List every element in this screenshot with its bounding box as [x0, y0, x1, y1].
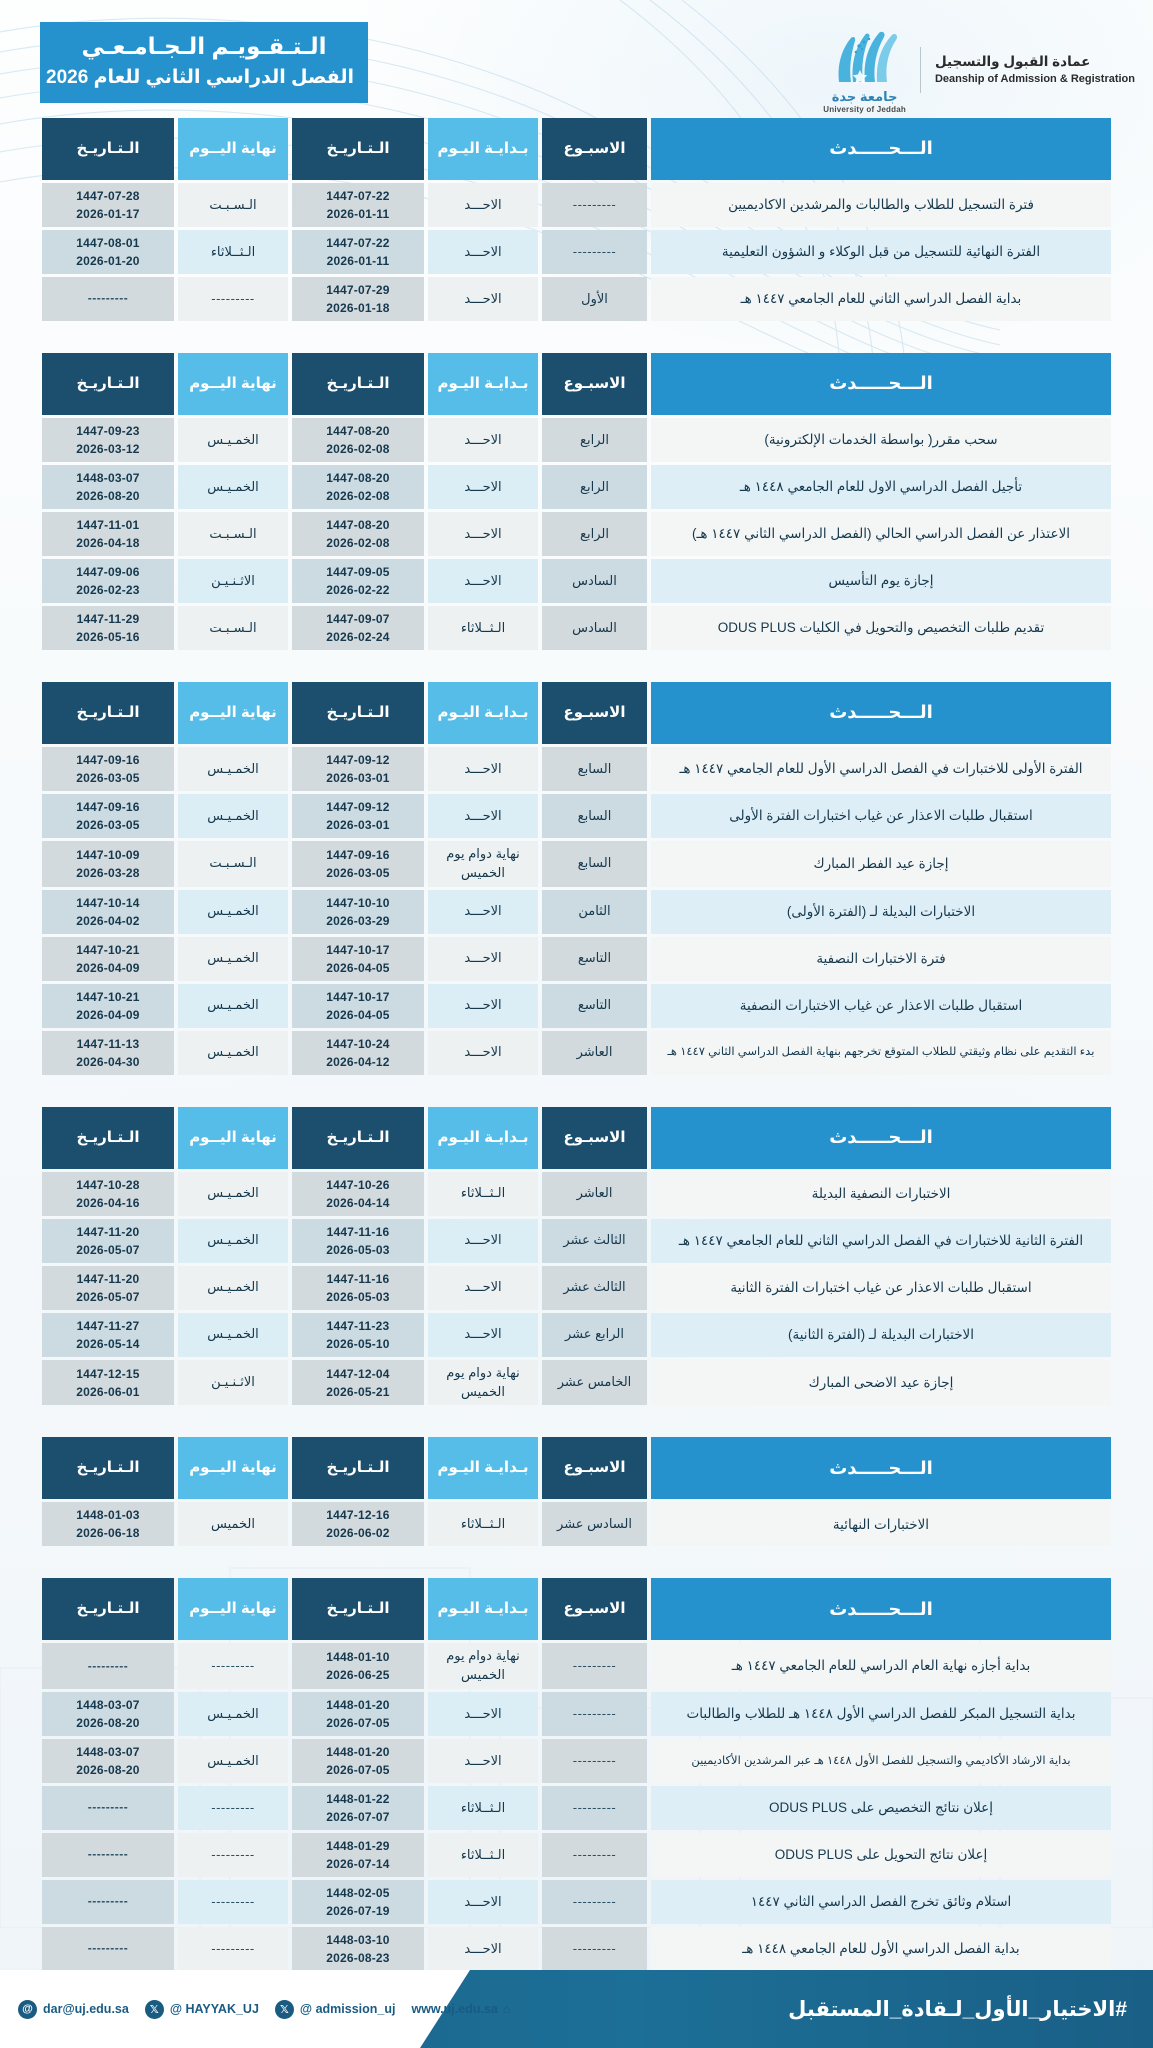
deanship-text	[935, 53, 1135, 86]
cell-event: إجازة عيد الاضحى المبارك	[651, 1360, 1111, 1406]
cell-date-end: 1448-01-03 2026-06-18	[42, 1502, 174, 1546]
cell-date-start: 1448-01-20 2026-07-05	[292, 1692, 424, 1736]
footer-contact-item[interactable]	[145, 2000, 259, 2019]
cell-date-end: 1447-11-20 2026-05-07	[42, 1266, 174, 1310]
cell-date-end: 1448-03-07 2026-08-20	[42, 1739, 174, 1783]
cell-day-start: الـثــلاثاء	[428, 1502, 538, 1546]
cell-date-end: 1447-10-21 2026-04-09	[42, 984, 174, 1028]
cell-date-end: ---------	[42, 1643, 174, 1689]
table-row	[42, 606, 1111, 650]
column-header-week: الاسبـوع	[542, 1578, 647, 1640]
cell-day-end: ---------	[178, 1786, 288, 1830]
globe-icon: ⌂	[502, 2002, 511, 2016]
cell-date-start: 1447-09-12 2026-03-01	[292, 747, 424, 791]
cell-date-end: ---------	[42, 1833, 174, 1877]
table-row	[42, 1927, 1111, 1971]
cell-event: الاختبارات البديلة لـ (الفترة الثانية)	[651, 1313, 1111, 1357]
column-header-day-start: بـدايـة اليـوم	[428, 1437, 538, 1499]
column-header-event: الـــحـــــدث	[651, 1578, 1111, 1640]
cell-date-end: 1447-08-01 2026-01-20	[42, 230, 174, 274]
table-row	[42, 841, 1111, 887]
cell-date-start: 1447-09-16 2026-03-05	[292, 841, 424, 887]
page-title: الـتـقـويـم الـجـامـعـي	[81, 33, 327, 59]
table-header-row	[42, 118, 1111, 180]
university-name-ar: جامعة جدة	[831, 89, 898, 104]
table-row	[42, 937, 1111, 981]
cell-date-start: 1447-11-23 2026-05-10	[292, 1313, 424, 1357]
column-header-week: الاسبـوع	[542, 1437, 647, 1499]
cell-event: الاختبارات النهائية	[651, 1502, 1111, 1546]
table-header-row	[42, 1107, 1111, 1169]
cell-day-end: الخمـيـس	[178, 1692, 288, 1736]
table-row	[42, 890, 1111, 934]
column-header-event: الـــحـــــدث	[651, 118, 1111, 180]
table-row	[42, 512, 1111, 556]
cell-day-start: الاحـــد	[428, 183, 538, 227]
cell-event: إجازة عيد الفطر المبارك	[651, 841, 1111, 887]
cell-week: ---------	[542, 1833, 647, 1877]
cell-day-start: الاحـــد	[428, 1880, 538, 1924]
column-header-date-end: الـتـاريـخ	[42, 118, 174, 180]
cell-event: الاختبارات البديلة لـ (الفترة الأولى)	[651, 890, 1111, 934]
cell-week: السادس عشر	[542, 1502, 647, 1546]
cell-week: ---------	[542, 1692, 647, 1736]
page-subtitle: الفصل الدراسي الثاني للعام 2026	[46, 66, 354, 88]
cell-event: بدء التقديم على نظام وثيقتي للطلاب المتوقع تخرجهم بنهاية الفصل الدراسي الثاني ١٤٤٧ هـ	[651, 1031, 1111, 1075]
cell-week: الرابع عشر	[542, 1313, 647, 1357]
cell-event: سحب مقرر( بواسطة الخدمات الإلكترونية)	[651, 418, 1111, 462]
table-row	[42, 465, 1111, 509]
cell-day-end: الخمـيـس	[178, 937, 288, 981]
cell-day-start: نهاية دوام يوم الخميس	[428, 1643, 538, 1689]
cell-day-start: الاحـــد	[428, 418, 538, 462]
cell-day-start: الاحـــد	[428, 512, 538, 556]
cell-date-end: 1447-10-14 2026-04-02	[42, 890, 174, 934]
cell-date-start: 1447-11-16 2026-05-03	[292, 1219, 424, 1263]
footer-hashtag: #الاختيار_الأول_لـقادة_المستقبل	[788, 1997, 1127, 2021]
calendar-table	[38, 350, 1115, 653]
table-header-row	[42, 1437, 1111, 1499]
university-logo	[823, 26, 906, 114]
cell-date-start: 1447-07-29 2026-01-18	[292, 277, 424, 321]
email-icon: @	[18, 2000, 37, 2019]
cell-day-start: الـثــلاثاء	[428, 606, 538, 650]
cell-event: استقبال طلبات الاعذار عن غياب اختبارات الفترة الثانية	[651, 1266, 1111, 1310]
column-header-date-start: الـتـاريـخ	[292, 1437, 424, 1499]
table-row	[42, 794, 1111, 838]
cell-date-start: 1447-09-07 2026-02-24	[292, 606, 424, 650]
cell-event: إجازة يوم التأسيس	[651, 559, 1111, 603]
cell-date-end: 1447-07-28 2026-01-17	[42, 183, 174, 227]
cell-date-end: 1447-09-23 2026-03-12	[42, 418, 174, 462]
column-header-day-start: بـدايـة اليـوم	[428, 1107, 538, 1169]
column-header-day-start: بـدايـة اليـوم	[428, 118, 538, 180]
brand-block	[0, 26, 1135, 114]
cell-day-end: الخمـيـس	[178, 794, 288, 838]
cell-date-end: ---------	[42, 1880, 174, 1924]
cell-date-end: ---------	[42, 1786, 174, 1830]
cell-date-start: 1448-02-05 2026-07-19	[292, 1880, 424, 1924]
page-footer	[0, 1970, 1153, 2048]
cell-date-start: 1447-12-16 2026-06-02	[292, 1502, 424, 1546]
cell-day-end: ---------	[178, 1643, 288, 1689]
table-row	[42, 559, 1111, 603]
table-row	[42, 1219, 1111, 1263]
cell-date-start: 1447-10-10 2026-03-29	[292, 890, 424, 934]
cell-event: فترة الاختبارات النصفية	[651, 937, 1111, 981]
cell-date-end: 1447-10-21 2026-04-09	[42, 937, 174, 981]
cell-week: الرابع	[542, 418, 647, 462]
cell-day-end: الخمـيـس	[178, 984, 288, 1028]
column-header-week: الاسبـوع	[542, 118, 647, 180]
table-row	[42, 1692, 1111, 1736]
cell-day-end: ---------	[178, 277, 288, 321]
cell-week: الرابع	[542, 465, 647, 509]
cell-date-start: 1448-01-20 2026-07-05	[292, 1739, 424, 1783]
table-row	[42, 418, 1111, 462]
cell-week: التاسع	[542, 984, 647, 1028]
column-header-week: الاسبـوع	[542, 353, 647, 415]
cell-date-start: 1447-12-04 2026-05-21	[292, 1360, 424, 1406]
cell-week: السابع	[542, 841, 647, 887]
cell-event: الاختبارات النصفية البديلة	[651, 1172, 1111, 1216]
cell-date-start: 1448-01-10 2026-06-25	[292, 1643, 424, 1689]
cell-event: بداية أجازه نهاية العام الدراسي للعام الجامعي ١٤٤٧ هـ	[651, 1643, 1111, 1689]
cell-event: تقديم طلبات التخصيص والتحويل في الكليات ODUS PLUS	[651, 606, 1111, 650]
cell-day-start: الاحـــد	[428, 230, 538, 274]
cell-date-end: 1447-09-16 2026-03-05	[42, 794, 174, 838]
cell-day-start: الاحـــد	[428, 1266, 538, 1310]
footer-website-label: www.uj.edu.sa	[411, 2002, 498, 2016]
cell-day-start: الاحـــد	[428, 890, 538, 934]
cell-date-end: 1447-11-20 2026-05-07	[42, 1219, 174, 1263]
cell-day-start: نهاية دوام يوم الخميس	[428, 1360, 538, 1406]
cell-day-end: الخمـيـس	[178, 1313, 288, 1357]
cell-day-end: الخمـيـس	[178, 1266, 288, 1310]
cell-day-start: الاحـــد	[428, 277, 538, 321]
cell-day-end: الخمـيـس	[178, 418, 288, 462]
column-header-event: الـــحـــــدث	[651, 1437, 1111, 1499]
table-row	[42, 1786, 1111, 1830]
column-header-date-start: الـتـاريـخ	[292, 353, 424, 415]
cell-date-start: 1447-10-17 2026-04-05	[292, 937, 424, 981]
cell-date-start: 1447-11-16 2026-05-03	[292, 1266, 424, 1310]
cell-date-end: 1447-11-01 2026-04-18	[42, 512, 174, 556]
cell-day-start: الـثــلاثاء	[428, 1833, 538, 1877]
cell-day-start: الـثــلاثاء	[428, 1172, 538, 1216]
cell-day-end: الاثـنـيـن	[178, 559, 288, 603]
cell-date-end: 1447-09-16 2026-03-05	[42, 747, 174, 791]
cell-date-start: 1448-03-10 2026-08-23	[292, 1927, 424, 1971]
cell-day-start: الاحـــد	[428, 747, 538, 791]
cell-event: استقبال طلبات الاعذار عن غياب اختبارات الفترة الأولى	[651, 794, 1111, 838]
cell-week: ---------	[542, 1786, 647, 1830]
cell-day-end: الخمـيـس	[178, 1031, 288, 1075]
cell-day-start: الاحـــد	[428, 937, 538, 981]
cell-week: السادس	[542, 606, 647, 650]
cell-event: بداية الفصل الدراسي الثاني للعام الجامعي ١٤٤٧ هـ	[651, 277, 1111, 321]
cell-week: الرابع	[542, 512, 647, 556]
calendar-table	[38, 115, 1115, 324]
cell-date-start: 1447-07-22 2026-01-11	[292, 230, 424, 274]
table-row	[42, 984, 1111, 1028]
table-header-row	[42, 1578, 1111, 1640]
table-header-row	[42, 682, 1111, 744]
cell-date-start: 1448-01-22 2026-07-07	[292, 1786, 424, 1830]
cell-week: السابع	[542, 747, 647, 791]
footer-contact-item[interactable]	[275, 2000, 396, 2019]
table-row	[42, 1502, 1111, 1546]
table-row	[42, 1739, 1111, 1783]
calendar-table	[38, 1104, 1115, 1409]
cell-day-end: الـسـبـت	[178, 606, 288, 650]
university-name-en: University of Jeddah	[823, 105, 906, 114]
cell-event: الفترة النهائية للتسجيل من قبل الوكلاء و الشؤون التعليمية	[651, 230, 1111, 274]
column-header-date-end: الـتـاريـخ	[42, 682, 174, 744]
column-header-week: الاسبـوع	[542, 1107, 647, 1169]
column-header-week: الاسبـوع	[542, 682, 647, 744]
cell-week: التاسع	[542, 937, 647, 981]
column-header-day-start: بـدايـة اليـوم	[428, 682, 538, 744]
cell-date-end: ---------	[42, 277, 174, 321]
cell-week: الأول	[542, 277, 647, 321]
cell-week: ---------	[542, 1880, 647, 1924]
cell-event: بداية الارشاد الأكاديمي والتسجيل للفصل الأول ١٤٤٨ هـ عبر المرشدين الأكاديميين	[651, 1739, 1111, 1783]
footer-contact-label: @ HAYYAK_UJ	[169, 2002, 259, 2016]
cell-day-start: نهاية دوام يوم الخميس	[428, 841, 538, 887]
cell-event: استقبال طلبات الاعذار عن غياب الاختبارات النصفية	[651, 984, 1111, 1028]
cell-day-end: الخمـيـس	[178, 1739, 288, 1783]
cell-week: ---------	[542, 183, 647, 227]
column-header-date-end: الـتـاريـخ	[42, 1437, 174, 1499]
cell-day-start: الاحـــد	[428, 559, 538, 603]
cell-date-start: 1447-08-20 2026-02-08	[292, 465, 424, 509]
calendar-table	[38, 679, 1115, 1078]
cell-date-start: 1447-07-22 2026-01-11	[292, 183, 424, 227]
cell-date-end: 1447-10-09 2026-03-28	[42, 841, 174, 887]
table-row	[42, 1266, 1111, 1310]
cell-week: ---------	[542, 1643, 647, 1689]
table-row	[42, 1643, 1111, 1689]
cell-day-end: الـثــلاثاء	[178, 230, 288, 274]
cell-day-end: ---------	[178, 1833, 288, 1877]
x-twitter-icon: 𝕏	[145, 2000, 164, 2019]
cell-event: إعلان نتائج التحويل على ODUS PLUS	[651, 1833, 1111, 1877]
column-header-date-start: الـتـاريـخ	[292, 1107, 424, 1169]
cell-date-end: 1447-09-06 2026-02-23	[42, 559, 174, 603]
cell-week: الثالث عشر	[542, 1219, 647, 1263]
cell-date-start: 1447-08-20 2026-02-08	[292, 512, 424, 556]
footer-contact-item[interactable]	[18, 2000, 129, 2019]
cell-day-start: الاحـــد	[428, 1031, 538, 1075]
column-header-event: الـــحـــــدث	[651, 353, 1111, 415]
cell-event: الاعتذار عن الفصل الدراسي الحالي (الفصل الدراسي الثاني ١٤٤٧ هـ)	[651, 512, 1111, 556]
cell-week: السادس	[542, 559, 647, 603]
brand-divider	[920, 47, 921, 93]
calendar-table	[38, 1434, 1115, 1549]
cell-day-end: الخمـيـس	[178, 747, 288, 791]
page-header	[0, 0, 1153, 115]
cell-day-start: الاحـــد	[428, 1313, 538, 1357]
table-row	[42, 1833, 1111, 1877]
cell-date-start: 1447-09-05 2026-02-22	[292, 559, 424, 603]
cell-date-start: 1447-10-26 2026-04-14	[292, 1172, 424, 1216]
column-header-date-start: الـتـاريـخ	[292, 118, 424, 180]
cell-day-end: الخمـيـس	[178, 890, 288, 934]
table-row	[42, 1313, 1111, 1357]
column-header-day-end: نهاية اليــوم	[178, 353, 288, 415]
table-row	[42, 277, 1111, 321]
column-header-day-end: نهاية اليــوم	[178, 1578, 288, 1640]
calendar-table	[38, 1575, 1115, 1974]
x-twitter-icon: 𝕏	[275, 2000, 294, 2019]
cell-week: ---------	[542, 1739, 647, 1783]
column-header-date-start: الـتـاريـخ	[292, 1578, 424, 1640]
column-header-day-start: بـدايـة اليـوم	[428, 353, 538, 415]
cell-day-start: الـثــلاثاء	[428, 1786, 538, 1830]
footer-website-link[interactable]	[411, 2002, 510, 2016]
cell-day-end: الخميس	[178, 1502, 288, 1546]
cell-day-end: الخمـيـس	[178, 1172, 288, 1216]
column-header-day-end: نهاية اليــوم	[178, 1437, 288, 1499]
deanship-name-ar: عمادة القبول والتسجيل	[934, 54, 1091, 70]
column-header-day-end: نهاية اليــوم	[178, 1107, 288, 1169]
cell-day-start: الاحـــد	[428, 794, 538, 838]
cell-event: الفترة الثانية للاختبارات في الفصل الدراسي الثاني للعام الجامعي ١٤٤٧ هـ	[651, 1219, 1111, 1263]
column-header-day-end: نهاية اليــوم	[178, 118, 288, 180]
column-header-day-start: بـدايـة اليـوم	[428, 1578, 538, 1640]
cell-day-end: ---------	[178, 1927, 288, 1971]
cell-day-end: الخمـيـس	[178, 465, 288, 509]
cell-week: الثالث عشر	[542, 1266, 647, 1310]
cell-date-end: 1447-11-13 2026-04-30	[42, 1031, 174, 1075]
cell-week: العاشر	[542, 1172, 647, 1216]
cell-week: ---------	[542, 1927, 647, 1971]
cell-event: الفترة الأولى للاختبارات في الفصل الدراسي الأول للعام الجامعي ١٤٤٧ هـ	[651, 747, 1111, 791]
table-header-row	[42, 353, 1111, 415]
cell-date-start: 1447-09-12 2026-03-01	[292, 794, 424, 838]
table-row	[42, 747, 1111, 791]
cell-date-end: 1447-10-28 2026-04-16	[42, 1172, 174, 1216]
cell-date-end: 1448-03-07 2026-08-20	[42, 465, 174, 509]
cell-event: إعلان نتائج التخصيص على ODUS PLUS	[651, 1786, 1111, 1830]
cell-date-end: ---------	[42, 1927, 174, 1971]
cell-date-end: 1447-11-27 2026-05-14	[42, 1313, 174, 1357]
cell-date-start: 1447-10-24 2026-04-12	[292, 1031, 424, 1075]
deanship-name-en: Deanship of Admission & Registration	[934, 72, 1135, 85]
cell-event: فترة التسجيل للطلاب والطالبات والمرشدين الاكاديميين	[651, 183, 1111, 227]
cell-date-start: 1448-01-29 2026-07-14	[292, 1833, 424, 1877]
cell-day-start: الاحـــد	[428, 465, 538, 509]
cell-day-end: الـسـبـت	[178, 841, 288, 887]
cell-day-start: الاحـــد	[428, 1692, 538, 1736]
cell-day-end: الـسـبـت	[178, 512, 288, 556]
cell-event: استلام وثائق تخرج الفصل الدراسي الثاني ١٤٤٧	[651, 1880, 1111, 1924]
cell-day-end: الاثـنـيـن	[178, 1360, 288, 1406]
cell-event: بداية الفصل الدراسي الأول للعام الجامعي ١٤٤٨ هـ	[651, 1927, 1111, 1971]
table-row	[42, 1880, 1111, 1924]
column-header-day-end: نهاية اليــوم	[178, 682, 288, 744]
cell-date-end: 1448-03-07 2026-08-20	[42, 1692, 174, 1736]
cell-day-start: الاحـــد	[428, 1739, 538, 1783]
cell-week: الخامس عشر	[542, 1360, 647, 1406]
column-header-date-end: الـتـاريـخ	[42, 353, 174, 415]
cell-day-end: الـسـبـت	[178, 183, 288, 227]
column-header-date-end: الـتـاريـخ	[42, 1107, 174, 1169]
cell-week: ---------	[542, 230, 647, 274]
cell-event: تأجيل الفصل الدراسي الاول للعام الجامعي ١٤٤٨ هـ	[651, 465, 1111, 509]
cell-day-start: الاحـــد	[428, 1219, 538, 1263]
cell-day-start: الاحـــد	[428, 1927, 538, 1971]
table-row	[42, 1031, 1111, 1075]
column-header-event: الـــحـــــدث	[651, 682, 1111, 744]
column-header-event: الـــحـــــدث	[651, 1107, 1111, 1169]
cell-date-end: 1447-11-29 2026-05-16	[42, 606, 174, 650]
table-row	[42, 183, 1111, 227]
column-header-date-end: الـتـاريـخ	[42, 1578, 174, 1640]
cell-day-start: الاحـــد	[428, 984, 538, 1028]
footer-contacts	[18, 2000, 510, 2019]
footer-contact-label: dar@uj.edu.sa	[43, 2002, 129, 2016]
table-row	[42, 230, 1111, 274]
university-logo-icon	[829, 26, 901, 88]
cell-week: الثامن	[542, 890, 647, 934]
calendar-tables-container	[0, 115, 1153, 1974]
table-row	[42, 1360, 1111, 1406]
cell-date-start: 1447-10-17 2026-04-05	[292, 984, 424, 1028]
cell-day-end: الخمـيـس	[178, 1219, 288, 1263]
column-header-date-start: الـتـاريـخ	[292, 682, 424, 744]
table-row	[42, 1172, 1111, 1216]
cell-date-start: 1447-08-20 2026-02-08	[292, 418, 424, 462]
cell-day-end: ---------	[178, 1880, 288, 1924]
cell-event: بداية التسجيل المبكر للفصل الدراسي الأول ١٤٤٨ هـ للطلاب والطالبات	[651, 1692, 1111, 1736]
footer-contact-label: @ admission_uj	[299, 2002, 396, 2016]
cell-week: العاشر	[542, 1031, 647, 1075]
cell-week: السابع	[542, 794, 647, 838]
cell-date-end: 1447-12-15 2026-06-01	[42, 1360, 174, 1406]
